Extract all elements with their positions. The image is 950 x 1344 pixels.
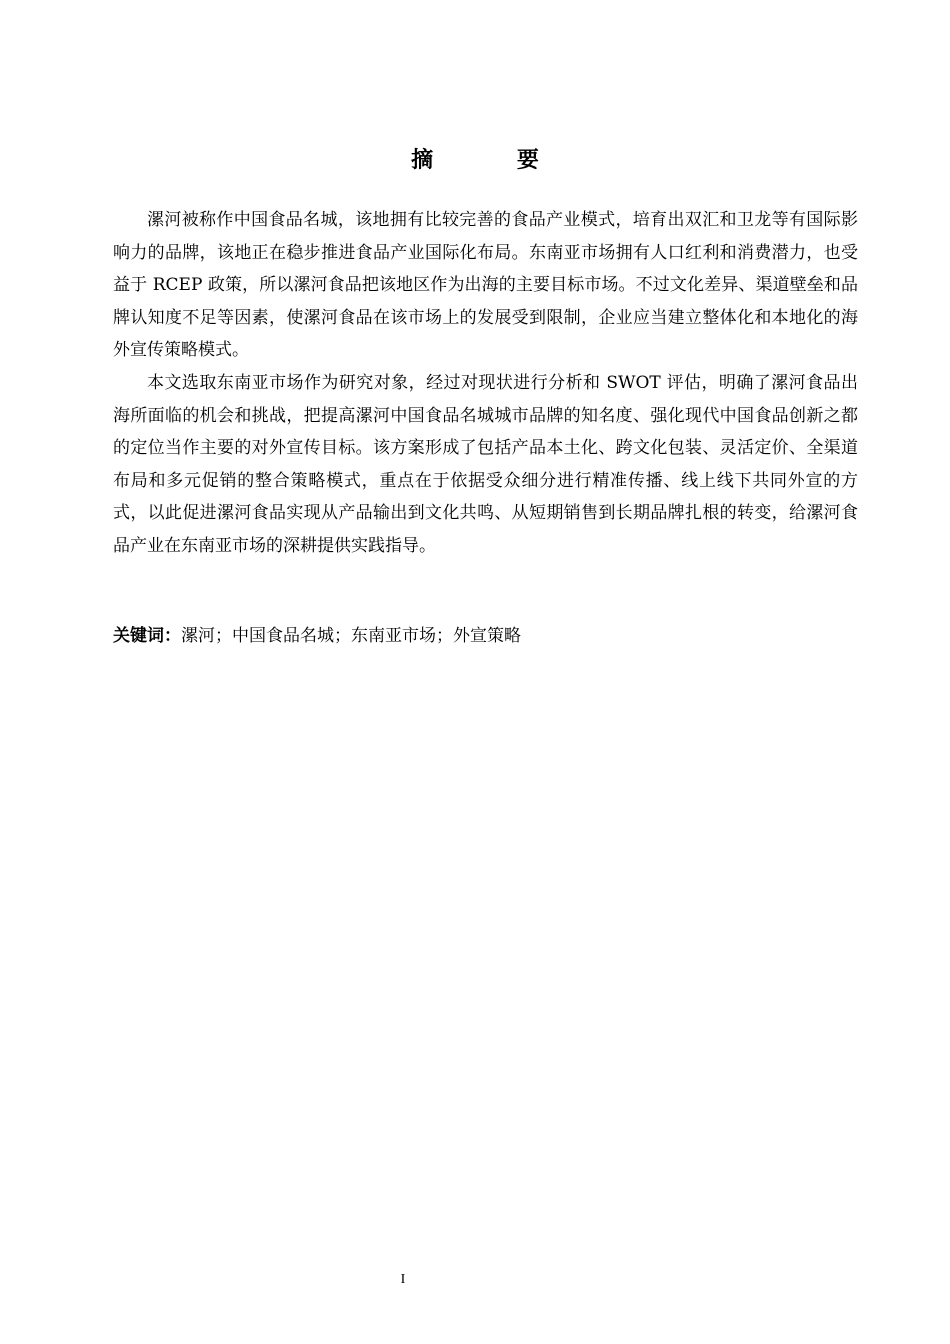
- abstract-paragraph-2: 本文选取东南亚市场作为研究对象，经过对现状进行分析和 SWOT 评估，明确了漯河食品出海所面临的机会和挑战，把提高漯河中国食品名城城市品牌的知名度、强化现代中国食品创新之都的定位当作主要的对外宣传目标。该方案形成了包括产品本土化、跨文化包装、灵活定价、全渠道布局和多元促销的整合策略模式，重点在于依据受众细分进行精准传播、线上线下共同外宣的方式，以此促进漯河食品实现从产品输出到文化共鸣、从短期销售到长期品牌扎根的转变，给漯河食品产业在东南亚市场的深耕提供实践指导。: [113, 372, 858, 556]
- keywords-label: 关键词：: [113, 626, 181, 646]
- keywords-line: [113, 620, 858, 652]
- page-number: I: [400, 1272, 406, 1287]
- abstract-paragraph-1: 漯河被称作中国食品名城，该地拥有比较完善的食品产业模式，培育出双汇和卫龙等有国际影响力的品牌，该地正在稳步推进食品产业国际化布局。东南亚市场拥有人口红利和消费潜力，也受益于 RCEP 政策，所以漯河食品把该地区作为出海的主要目标市场。不过文化差异、渠道壁垒和品牌认知度不足等因素，使漯河食品在该市场上的发展受到限制，企业应当建立整体化和本地化的海外宣传策略模式。: [113, 210, 858, 361]
- abstract-title: 摘 要: [411, 148, 577, 173]
- abstract-body: [113, 204, 858, 563]
- keywords-text: 漯河；中国食品名城；东南亚市场；外宣策略: [181, 626, 521, 646]
